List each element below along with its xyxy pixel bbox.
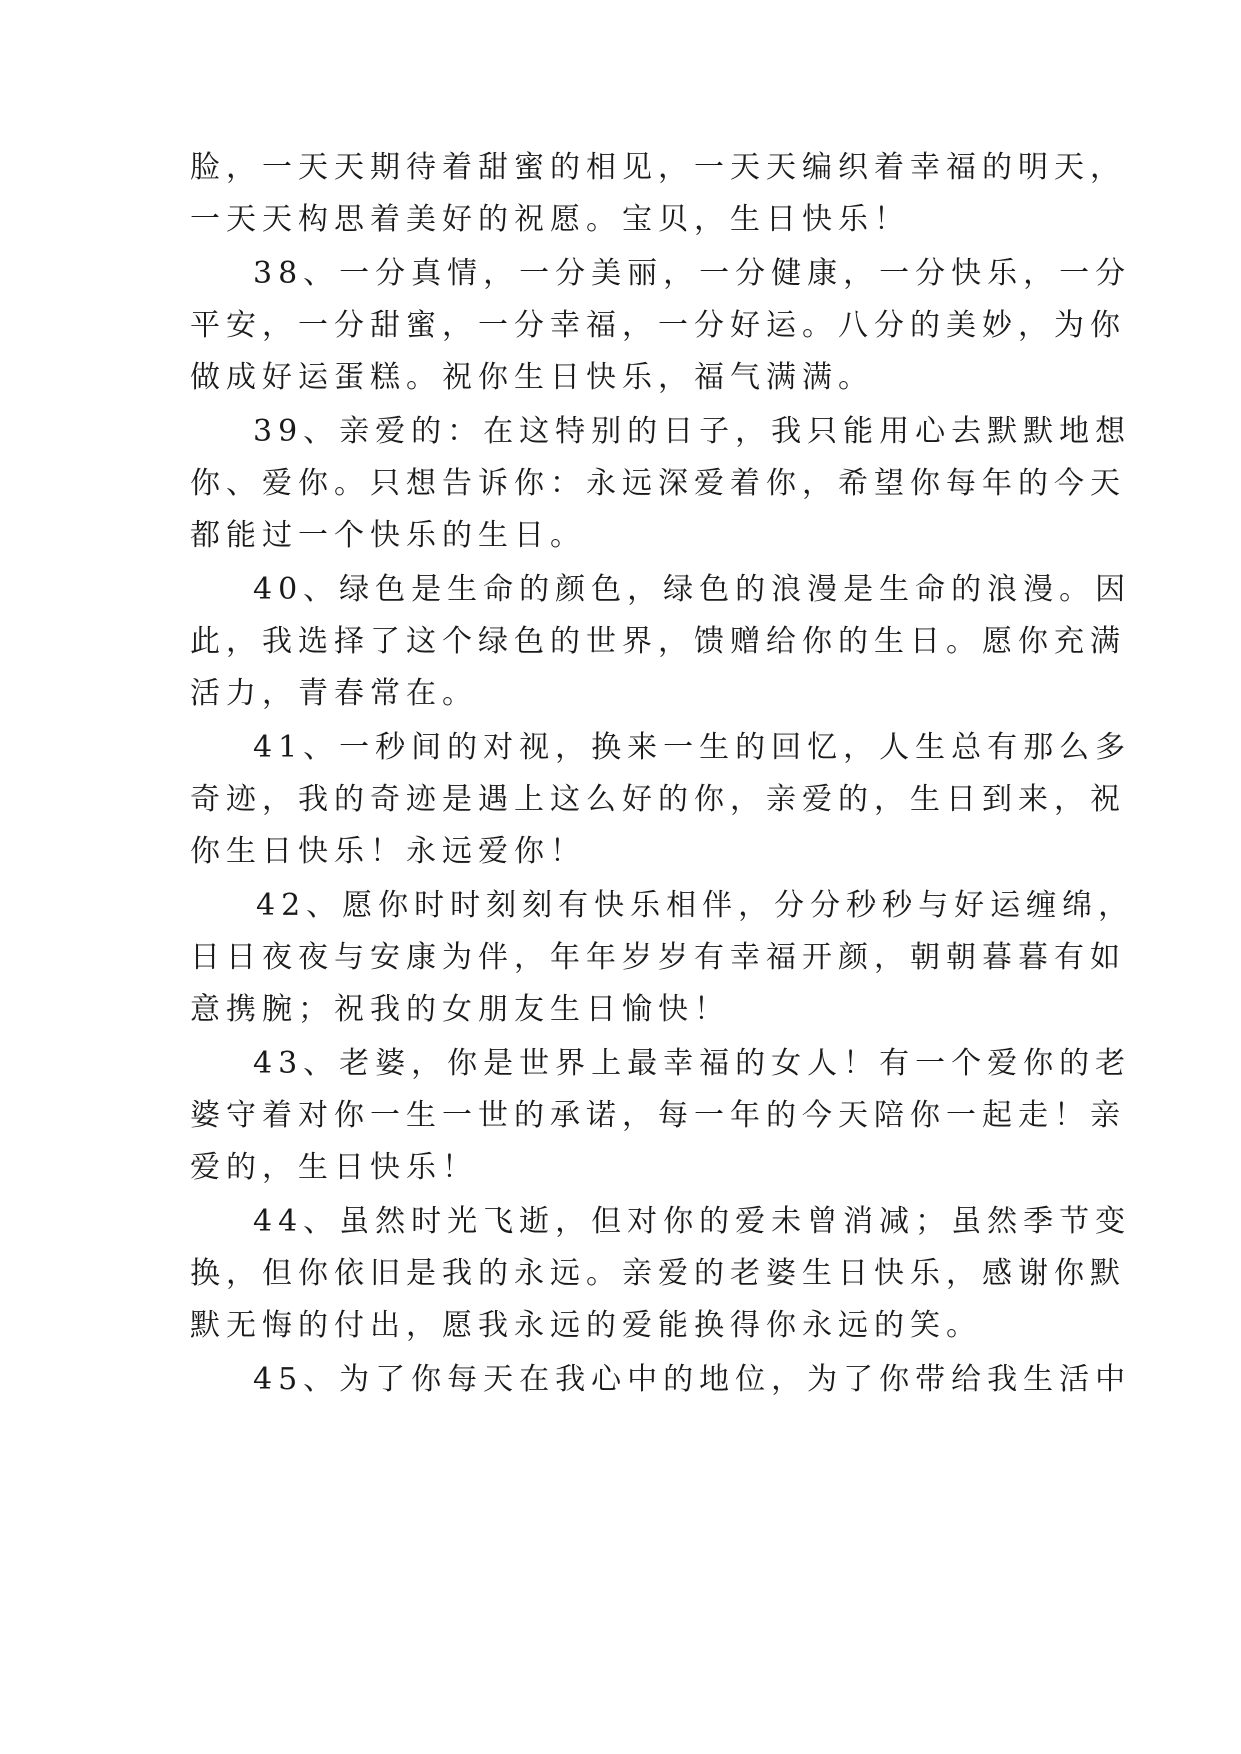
- text-line: 婆守着对你一生一世的承诺，每一年的今天陪你一起走！亲: [190, 1098, 1126, 1133]
- text-line: 你、爱你。只想告诉你：永远深爱着你，希望你每年的今天: [190, 466, 1126, 501]
- text-line: 默无悔的付出，愿我永远的爱能换得你永远的笑。: [190, 1308, 982, 1343]
- text-line: 都能过一个快乐的生日。: [190, 518, 586, 553]
- text-line: 意携腕；祝我的女朋友生日愉快！: [190, 992, 730, 1027]
- text-line: 42、愿你时时刻刻有快乐相伴，分分秒秒与好运缠绵，: [256, 888, 1135, 923]
- text-line: 45、为了你每天在我心中的地位，为了你带给我生活中: [253, 1362, 1132, 1397]
- text-line: 奇迹，我的奇迹是遇上这么好的你，亲爱的，生日到来，祝: [190, 782, 1126, 817]
- text-line: 38、一分真情，一分美丽，一分健康，一分快乐，一分: [253, 256, 1132, 291]
- text-line: 平安，一分甜蜜，一分幸福，一分好运。八分的美妙，为你: [190, 308, 1126, 343]
- text-line: 40、绿色是生命的颜色，绿色的浪漫是生命的浪漫。因: [253, 572, 1132, 607]
- text-line: 41、一秒间的对视，换来一生的回忆，人生总有那么多: [253, 730, 1132, 765]
- text-line: 日日夜夜与安康为伴，年年岁岁有幸福开颜，朝朝暮暮有如: [190, 940, 1126, 975]
- text-line: 你生日快乐！永远爱你！: [190, 834, 586, 869]
- text-line: 脸，一天天期待着甜蜜的相见，一天天编织着幸福的明天，: [190, 150, 1126, 185]
- text-line: 此，我选择了这个绿色的世界，馈赠给你的生日。愿你充满: [190, 624, 1126, 659]
- text-line: 43、老婆，你是世界上最幸福的女人！有一个爱你的老: [253, 1046, 1132, 1081]
- text-line: 爱的，生日快乐！: [190, 1150, 478, 1185]
- text-line: 一天天构思着美好的祝愿。宝贝，生日快乐！: [190, 202, 910, 237]
- text-line: 39、亲爱的：在这特别的日子，我只能用心去默默地想: [253, 414, 1132, 449]
- text-line: 做成好运蛋糕。祝你生日快乐，福气满满。: [190, 360, 874, 395]
- text-line: 活力，青春常在。: [190, 676, 478, 711]
- text-line: 44、虽然时光飞逝，但对你的爱未曾消减；虽然季节变: [253, 1204, 1132, 1239]
- text-line: 换，但你依旧是我的永远。亲爱的老婆生日快乐，感谢你默: [190, 1256, 1126, 1291]
